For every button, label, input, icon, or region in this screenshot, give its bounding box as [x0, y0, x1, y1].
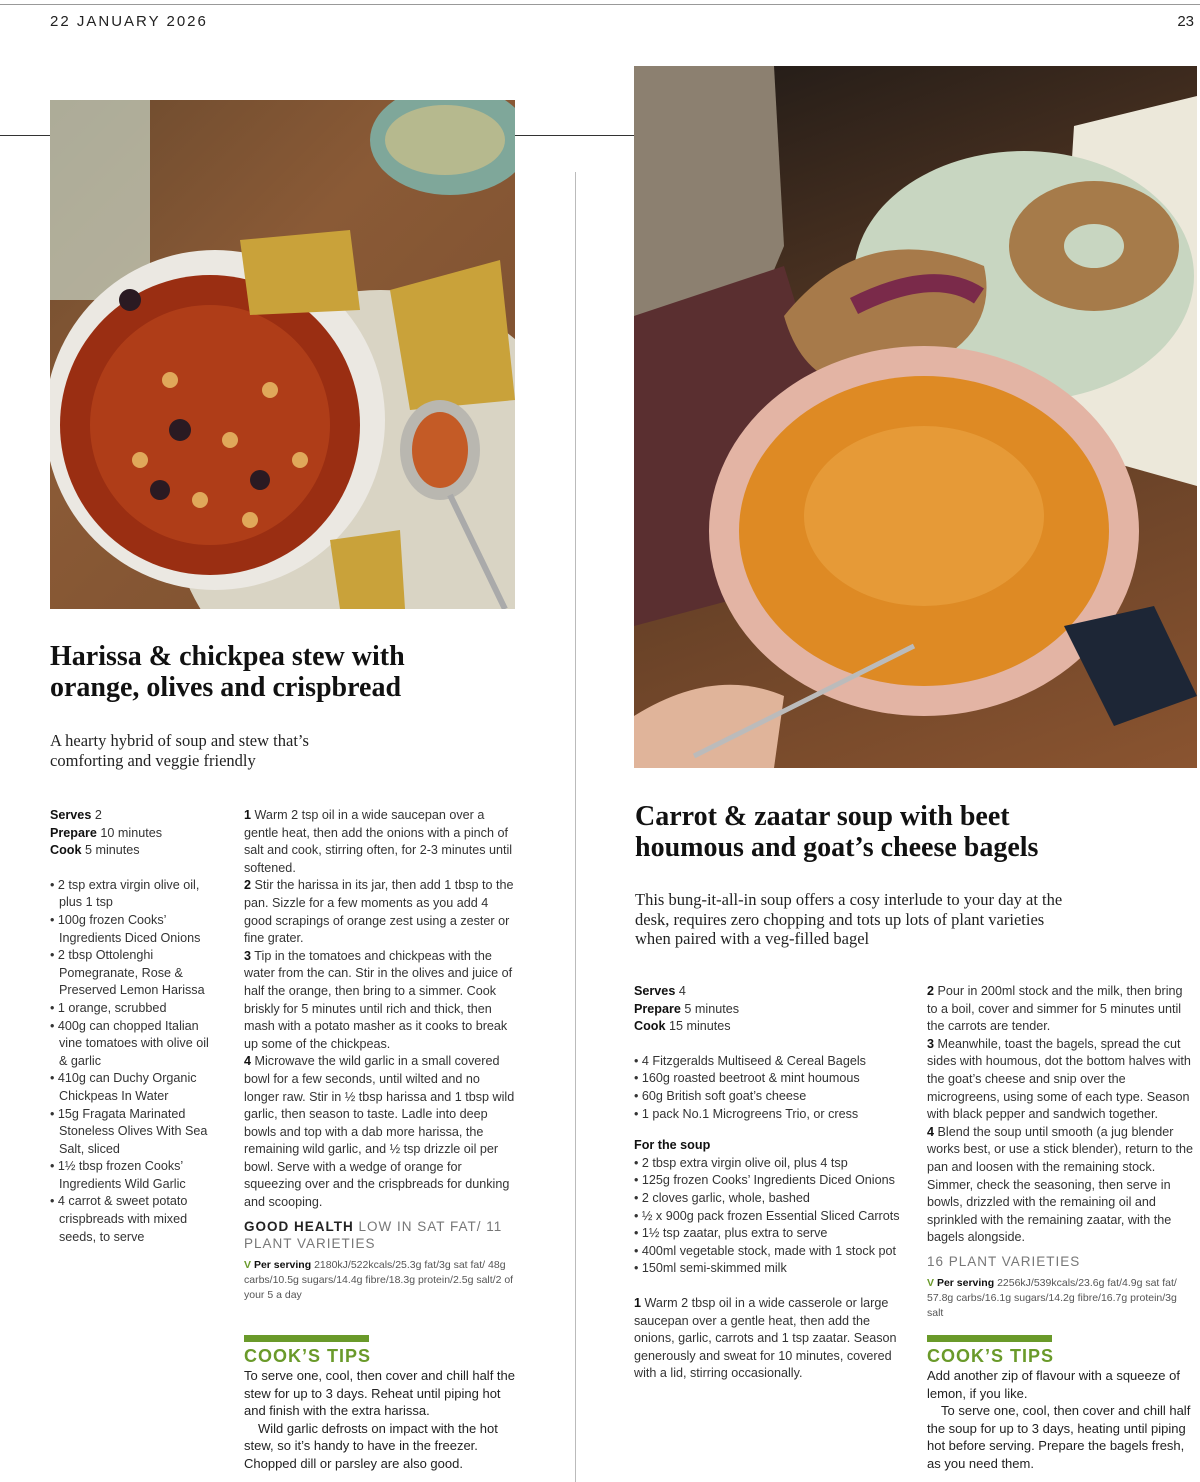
step-number: 4 — [927, 1124, 935, 1139]
cook-label: Cook — [634, 1019, 666, 1034]
good-health-note: 16 PLANT VARIETIES — [927, 1253, 1081, 1269]
column-divider — [575, 172, 576, 1482]
title-line: orange, olives and crispbread — [50, 672, 402, 703]
recipe1-cooks-tips — [244, 1335, 516, 1473]
method-step — [634, 1295, 902, 1383]
title-line: Carrot & zaatar soup with beet — [635, 801, 1010, 832]
vegetarian-mark: V — [244, 1258, 252, 1271]
title-line: Harissa & chickpea stew with — [50, 641, 405, 672]
intro-line: A hearty hybrid of soup and stew that’s — [50, 731, 309, 750]
nutrition-info — [927, 1276, 1195, 1321]
ingredient: • 400ml vegetable stock, made with 1 stock pot — [634, 1243, 902, 1261]
intro-line: desk, requires zero chopping and tots up lots of plant varieties — [635, 909, 1045, 929]
ingredient: • 410g can Duchy Organic Chickpeas In Water — [50, 1070, 220, 1105]
tip-text: To serve one, cool, then cover and chill half the soup for up to 3 days, heating until piping hot before serving. Prepare the bagels fresh, as you need them. — [927, 1403, 1191, 1471]
tip-text: Add another zip of flavour with a squeeze of lemon, if you like. — [927, 1368, 1180, 1401]
method-step — [927, 1036, 1195, 1124]
recipe1-title — [50, 641, 530, 703]
recipe1-intro — [50, 731, 530, 770]
method-step — [244, 1053, 516, 1211]
recipe2-ingredients-column — [634, 983, 902, 1383]
ingredient: • 4 carrot & sweet potato crispbreads with mixed seeds, to serve — [50, 1193, 220, 1246]
recipe2-method — [927, 983, 1195, 1321]
divider — [515, 135, 634, 136]
step-text: Warm 2 tbsp oil in a wide casserole or large saucepan over a gentle heat, then add the onions, garlic, carrots and 1 tsp zaatar. Season generously and sweat for 10 minutes, covered with a lid, stirring occasionally. — [634, 1295, 897, 1381]
tips-accent-bar — [244, 1335, 369, 1342]
step-text: Warm 2 tsp oil in a wide saucepan over a gentle heat, then add the onions with a pinch of salt and cook, stirring often, for 2-3 minutes until softened. — [244, 808, 513, 875]
step-text: Meanwhile, toast the bagels, spread the cut sides with houmous, dot the bottom halves with the goat’s cheese and snip over the microgreens, using some of each type. Season with black pepper and sandwich together. — [927, 1036, 1191, 1122]
recipe2-soup-ingredients — [634, 1155, 902, 1278]
prepare-label: Prepare — [634, 1001, 681, 1016]
page-number: 23 — [1177, 13, 1194, 30]
vegetarian-mark: V — [927, 1276, 935, 1289]
serves-label: Serves — [50, 808, 92, 822]
ingredient: • 2 tsp extra virgin olive oil, plus 1 tsp — [50, 877, 220, 912]
step-number: 3 — [927, 1036, 935, 1051]
good-health-text: LOW IN SAT FAT/ 11 PLANT VARIETIES — [244, 1218, 503, 1251]
cook-value: 5 minutes — [84, 843, 140, 858]
step-text: Microwave the wild garlic in a small covered bowl for a few seconds, until wilted and no longer raw. Stir in ½ tbsp harissa and 1 tbsp wild garlic, then season to taste. Ladle into deep bowls and top with a dab more harissa, the remaining wild garlic, and ½ tsp drizzle oil per bowl. Serve with a wedge of orange for squeezing over and the crispbreads for dunking and scooping. — [244, 1054, 515, 1210]
nutrition-text: 2180kJ/522kcals/25.3g fat/3g sat fat/ 48g carbs/10.5g sugars/14.4g fibre/18.3g protein/2.5g salt/2 of your 5 a day — [244, 1258, 514, 1301]
recipe1-ingredients-column — [50, 807, 220, 1246]
recipe2-title — [635, 801, 1195, 863]
issue-date: 22 JANUARY 2026 — [50, 13, 208, 30]
serves-label: Serves — [634, 984, 676, 998]
step-number: 3 — [244, 948, 252, 963]
step-number: 4 — [244, 1054, 252, 1069]
ingredient: • 125g frozen Cooks’ Ingredients Diced Onions — [634, 1172, 902, 1190]
intro-line: This bung-it-all-in soup offers a cosy interlude to your day at the — [635, 890, 1063, 909]
method-step — [244, 948, 516, 1054]
method-step — [244, 877, 516, 947]
serves-value: 4 — [678, 984, 686, 998]
divider — [0, 135, 50, 136]
ingredient: • 15g Fragata Marinated Stoneless Olives With Sea Salt, sliced — [50, 1106, 220, 1159]
recipe1-meta — [50, 807, 220, 860]
soup-photo — [634, 66, 1197, 768]
tip-text: To serve one, cool, then cover and chill half the stew for up to 3 days. Reheat until piping hot and finish with the extra harissa. — [244, 1368, 515, 1419]
nutrition-label: Per serving — [253, 1258, 312, 1271]
top-rule — [0, 4, 1200, 5]
ingredient: • 400g can chopped Italian vine tomatoes with olive oil & garlic — [50, 1018, 220, 1071]
nutrition-info — [244, 1258, 516, 1303]
tip-text: Wild garlic defrosts on impact with the hot stew, so it’s handy to have in the freezer. Chopped dill or parsley are also good. — [244, 1420, 498, 1471]
ingredient: • ½ x 900g pack frozen Essential Sliced Carrots — [634, 1208, 902, 1226]
ingredient: • 100g frozen Cooks’ Ingredients Diced Onions — [50, 912, 220, 947]
nutrition-label: Per serving — [936, 1276, 995, 1289]
recipe1-method — [244, 807, 516, 1303]
step-number: 1 — [244, 808, 252, 822]
prepare-label: Prepare — [50, 825, 97, 840]
recipe2-intro — [635, 890, 1195, 949]
ingredient: • 2 tbsp extra virgin olive oil, plus 4 tsp — [634, 1155, 902, 1173]
method-step — [244, 807, 516, 877]
method-step — [927, 1124, 1195, 1247]
soup-subheading: For the soup — [634, 1138, 711, 1153]
step-number: 2 — [927, 984, 935, 998]
intro-line: when paired with a veg-filled bagel — [635, 929, 870, 948]
ingredient: • 1 orange, scrubbed — [50, 1000, 220, 1018]
step-number: 1 — [634, 1295, 642, 1310]
prepare-value: 10 minutes — [100, 825, 163, 840]
step-text: Pour in 200ml stock and the milk, then bring to a boil, cover and simmer for 5 minutes until the carrots are tender. — [927, 984, 1183, 1034]
step-text: Stir the harissa in its jar, then add 1 tbsp to the pan. Sizzle for a few moments as you add 4 good scrapings of orange zest using a zester or fine grater. — [244, 878, 514, 946]
cook-label: Cook — [50, 843, 82, 858]
cook-value: 15 minutes — [668, 1019, 731, 1034]
tips-accent-bar — [927, 1335, 1052, 1342]
recipe2-meta — [634, 983, 902, 1036]
ingredient: • 160g roasted beetroot & mint houmous — [634, 1070, 902, 1088]
soup-illustration — [634, 66, 1197, 768]
ingredient: • 2 cloves garlic, whole, bashed — [634, 1190, 902, 1208]
step-text: Tip in the tomatoes and chickpeas with the water from the can. Stir in the olives and juice of half the orange, then bring to a simmer. Cook briskly for 5 minutes until rich and thick, then mash with a potato masher as it cooks to break up some of the chickpeas. — [244, 948, 513, 1051]
ingredient: • 1½ tbsp frozen Cooks’ Ingredients Wild Garlic — [50, 1158, 220, 1193]
recipe2-cooks-tips — [927, 1335, 1195, 1473]
stew-illustration — [50, 100, 515, 609]
stew-photo — [50, 100, 515, 609]
nutrition-text: 2256kJ/539kcals/23.6g fat/4.9g sat fat/ 57.8g carbs/16.1g sugars/14.2g fibre/16.7g protein/3g salt — [927, 1276, 1177, 1319]
ingredient: • 1½ tsp zaatar, plus extra to serve — [634, 1225, 902, 1243]
good-health-note — [244, 1218, 516, 1252]
recipe2-bagel-ingredients — [634, 1053, 902, 1123]
method-step — [927, 983, 1195, 1036]
ingredient: • 2 tbsp Ottolenghi Pomegranate, Rose & Preserved Lemon Harissa — [50, 947, 220, 1000]
ingredient: • 150ml semi-skimmed milk — [634, 1260, 902, 1278]
good-health-label: GOOD HEALTH — [244, 1218, 354, 1234]
title-line: houmous and goat’s cheese bagels — [635, 832, 1039, 863]
tips-heading: COOK’S TIPS — [927, 1346, 1055, 1366]
intro-line: comforting and veggie friendly — [50, 750, 256, 770]
ingredient: • 1 pack No.1 Microgreens Trio, or cress — [634, 1106, 902, 1124]
serves-value: 2 — [94, 808, 102, 822]
ingredient: • 60g British soft goat’s cheese — [634, 1088, 902, 1106]
recipe1-ingredient-list — [50, 877, 220, 1246]
tips-heading: COOK’S TIPS — [244, 1346, 372, 1366]
step-text: Blend the soup until smooth (a jug blender works best, or use a stick blender), return to the pan and loosen with the remaining stock. Simmer, check the seasoning, then serve in bowls, drizzled with the remaining oil and sprinkled with the remaining zaatar, with the bagels alongside. — [927, 1124, 1193, 1245]
step-number: 2 — [244, 878, 252, 893]
prepare-value: 5 minutes — [684, 1001, 740, 1016]
ingredient: • 4 Fitzgeralds Multiseed & Cereal Bagels — [634, 1053, 902, 1071]
